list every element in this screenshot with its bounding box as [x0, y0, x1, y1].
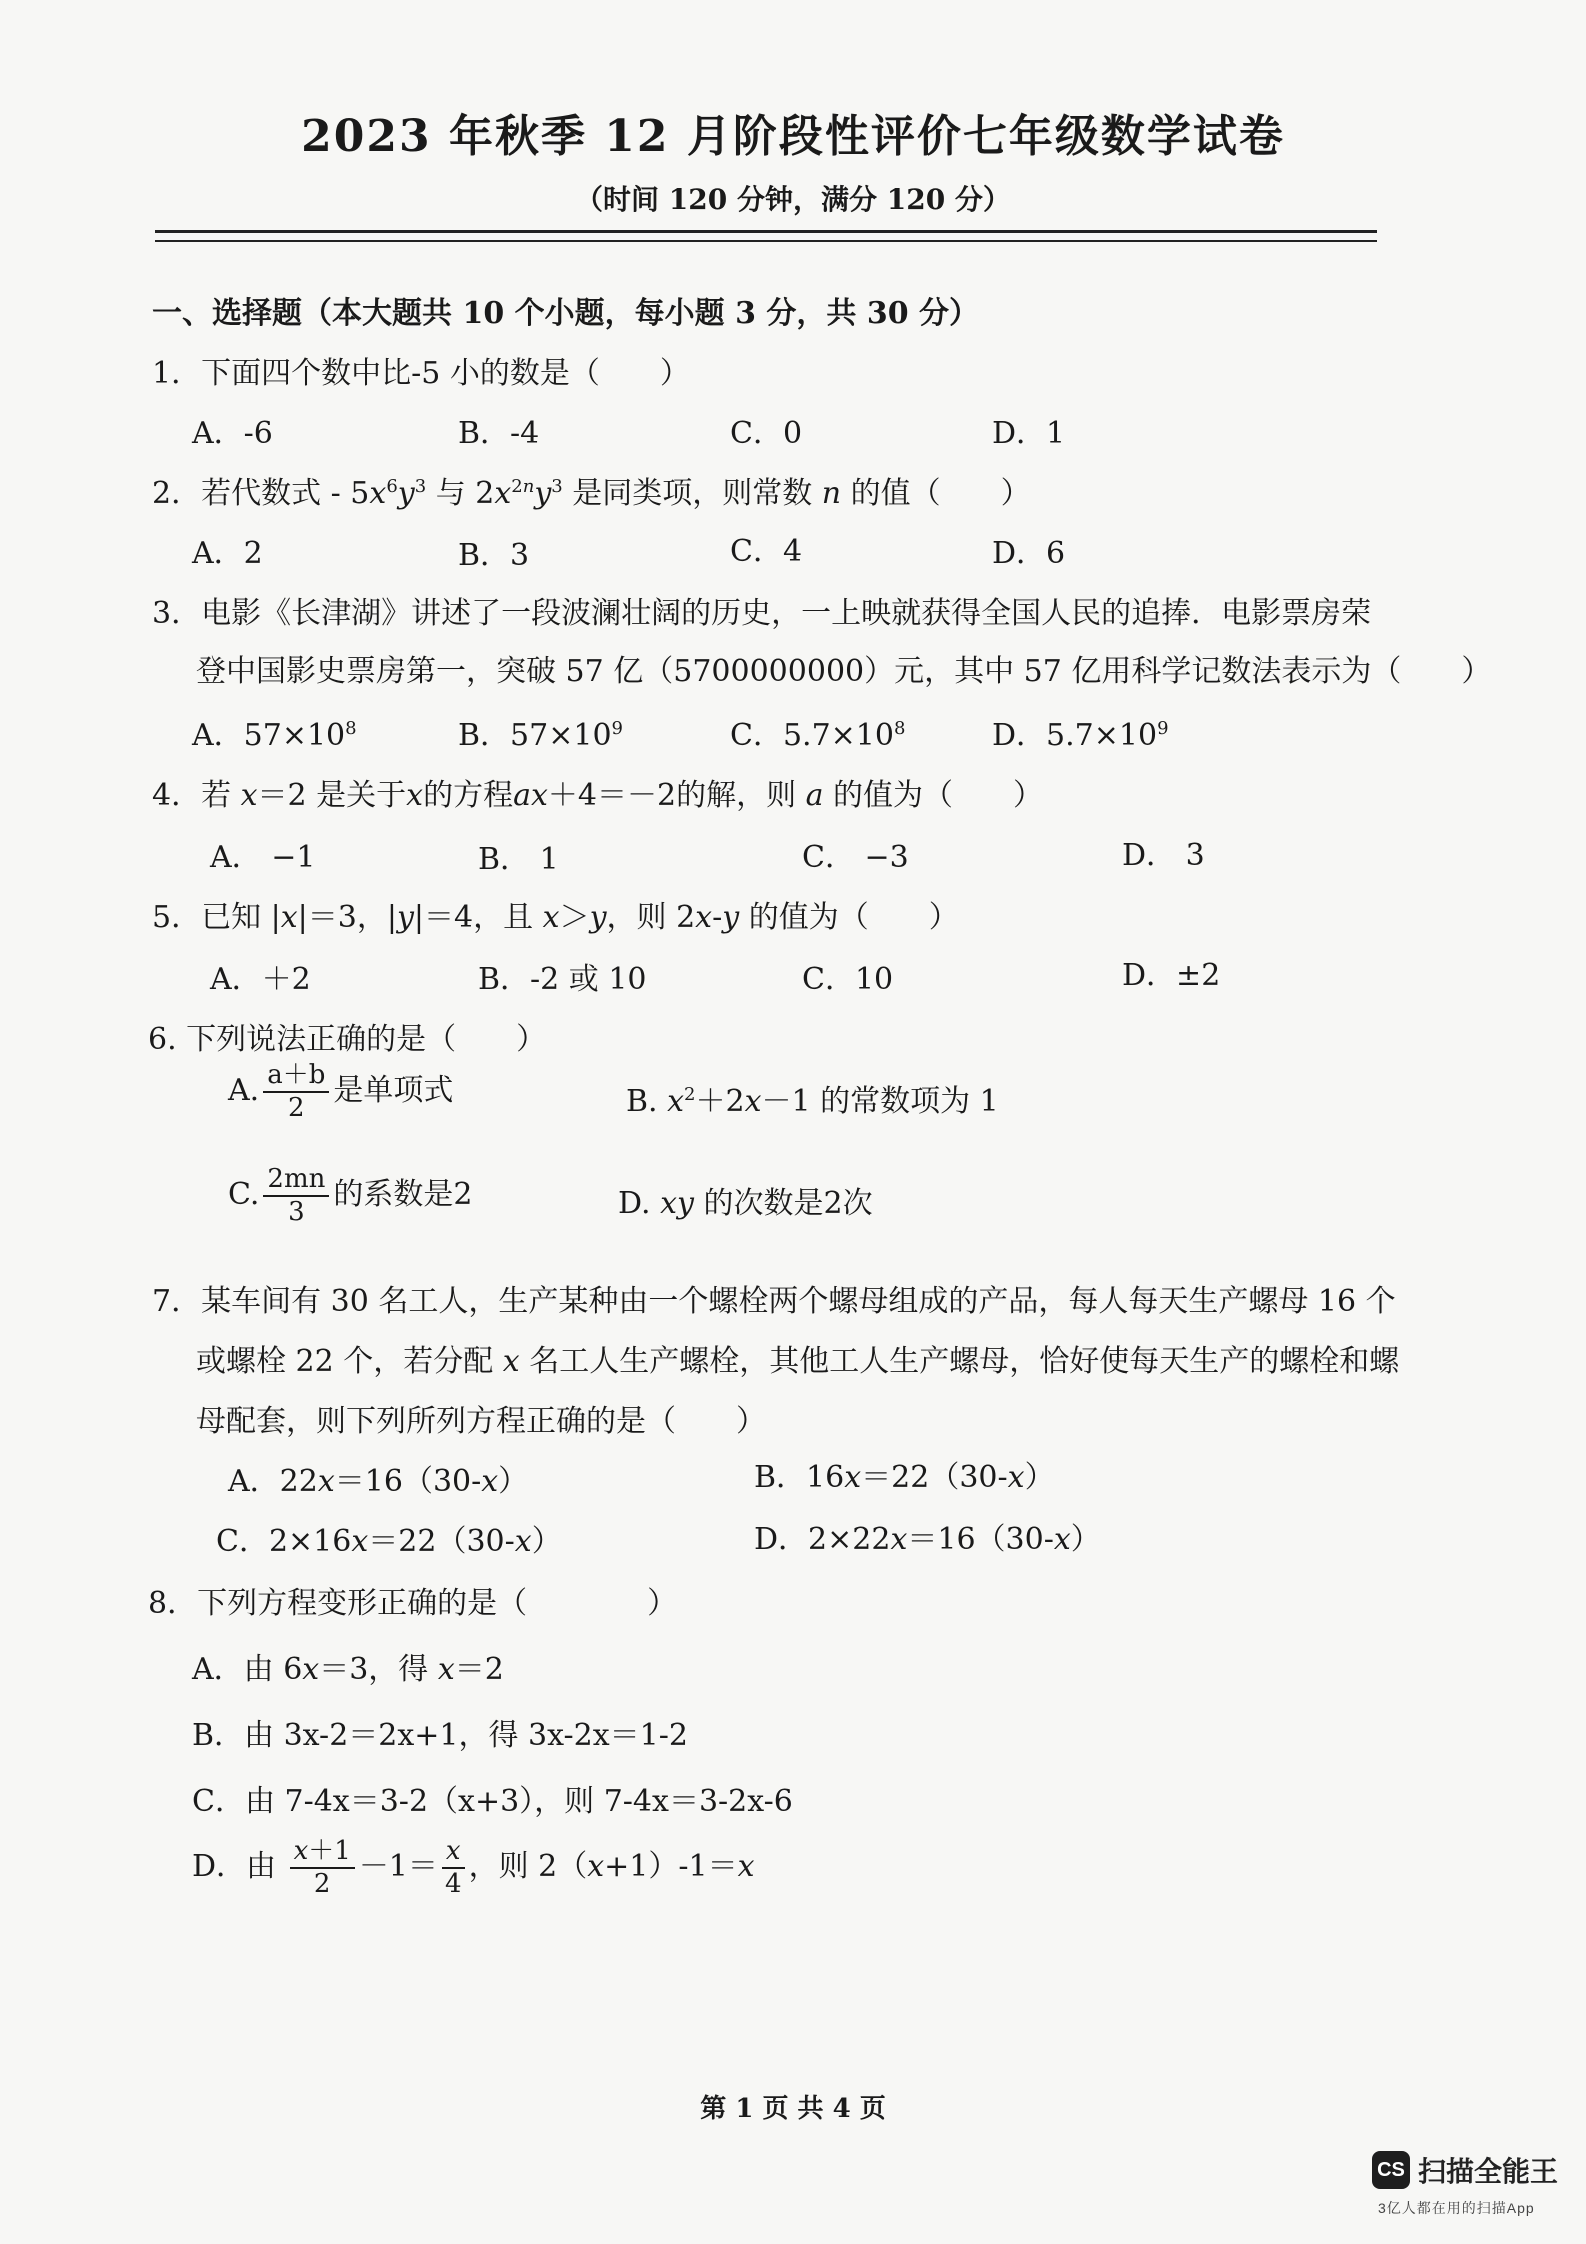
question-6-option-b: B. $x^2+2x-1$ 的常数项为 1	[626, 1084, 999, 1119]
fraction: $\frac{2mn}{3}$	[263, 1164, 329, 1228]
question-5-stem: 5．已知 |x|＝3，|y|＝4，且 x＞y，则 2x-y 的值为（ ）	[152, 900, 959, 935]
question-4-option-b: B． 1	[478, 842, 559, 877]
question-4-option-a: A． −1	[210, 840, 316, 875]
question-1-option-c: C．0	[730, 416, 803, 451]
question-1-option-b: B．-4	[458, 416, 540, 451]
fraction: $\frac{x+1}{2}$	[290, 1836, 355, 1900]
question-8-option-a: A．由 6x＝3，得 x＝2	[192, 1652, 504, 1687]
camscanner-logo-icon: CS	[1372, 2151, 1410, 2189]
scanner-tagline: 3亿人都在用的扫描App	[1378, 2200, 1535, 2216]
question-1-option-d: D．1	[992, 416, 1066, 451]
question-2-option-d: D．6	[992, 536, 1066, 571]
question-6-option-d: D. xy 的次数是2次	[618, 1186, 873, 1221]
page-number: 第 1 页 共 4 页	[700, 2094, 886, 2124]
question-7-option-d: D．2×22x＝16（30-x）	[754, 1522, 1101, 1557]
fraction: $\frac{a+b}{2}$	[263, 1060, 329, 1124]
question-4-option-c: C． −3	[802, 840, 909, 875]
header-rule-bottom	[155, 240, 1377, 242]
question-6-option-c: C. $\frac{2mn}{3}$ 的系数是2	[228, 1164, 473, 1228]
question-5-option-a: A．＋2	[210, 962, 311, 997]
question-6-stem: 6. 下列说法正确的是（ ）	[148, 1022, 547, 1057]
exam-subtitle: （时间 120 分钟，满分 120 分）	[575, 183, 1011, 216]
question-3-option-d: D．$5.7\times 10^9$	[992, 718, 1169, 753]
question-2-option-a: A．2	[192, 536, 263, 571]
question-1-stem: 1．下面四个数中比-5 小的数是（ ）	[152, 356, 690, 391]
scanner-app-name: 扫描全能王	[1418, 2156, 1559, 2187]
question-4-option-d: D． 3	[1122, 838, 1205, 873]
question-2-option-c: C．4	[730, 534, 803, 569]
question-3-line-2: 登中国影史票房第一，突破 57 亿（5700000000）元，其中 57 亿用科学记数法表示为（ ）	[196, 654, 1492, 689]
question-6-option-a: A. $\frac{a+b}{2}$ 是单项式	[228, 1060, 454, 1124]
question-5-option-b: B．-2 或 10	[478, 962, 647, 997]
question-1-option-a: A．-6	[192, 416, 273, 451]
section-heading: 一、选择题（本大题共 10 个小题，每小题 3 分，共 30 分）	[152, 296, 980, 331]
question-3-line-1: 3．电影《长津湖》讲述了一段波澜壮阔的历史，一上映就获得全国人民的追捧．电影票房荣	[152, 596, 1372, 631]
exam-title: 2023 年秋季 12 月阶段性评价七年级数学试卷	[301, 111, 1285, 162]
question-5-option-c: C．10	[802, 962, 894, 997]
question-4-stem: 4．若 x＝2 是关于x的方程ax＋4＝－2的解，则 a 的值为（ ）	[152, 778, 1044, 813]
question-8-option-c: C．由 7-4x＝3-2（x+3），则 7-4x＝3-2x-6	[192, 1784, 793, 1819]
question-7-option-b: B．16x＝22（30-x）	[754, 1460, 1055, 1495]
question-8-option-d: D．由 $\frac{x+1}{2}$ －1＝ $\frac{x}{4}$ ，则 2（x+1）-1＝x	[192, 1836, 755, 1900]
question-8-stem: 8．下列方程变形正确的是（ ）	[148, 1586, 678, 1621]
fraction: $\frac{x}{4}$	[442, 1836, 465, 1900]
question-7-line-1: 7．某车间有 30 名工人，生产某种由一个螺栓两个螺母组成的产品，每人每天生产螺母 16 个	[152, 1284, 1396, 1319]
question-7-option-c: C．2×16x＝22（30-x）	[216, 1524, 562, 1559]
question-3-option-c: C．$5.7\times 10^8$	[730, 718, 906, 753]
question-5-option-d: D．±2	[1122, 958, 1221, 993]
question-7-line-2: 或螺栓 22 个，若分配 x 名工人生产螺栓，其他工人生产螺母，恰好使每天生产的螺栓和螺	[196, 1344, 1400, 1379]
question-2-option-b: B．3	[458, 538, 530, 573]
header-rule-top	[155, 230, 1377, 233]
question-2-stem: 2．若代数式 - $5x^6y^3$ 与 $2x^{2n}y^3$ 是同类项，则常数 n 的值（ ）	[152, 476, 1031, 511]
question-7-line-3: 母配套，则下列所列方程正确的是（ ）	[196, 1404, 766, 1439]
scanner-watermark	[1372, 2150, 1558, 2190]
question-7-option-a: A．22x＝16（30-x）	[228, 1464, 529, 1499]
question-3-option-a: A．$57\times 10^8$	[192, 718, 357, 753]
question-8-option-b: B．由 3x-2＝2x+1，得 3x-2x＝1-2	[192, 1718, 688, 1753]
question-3-option-b: B．$57\times 10^9$	[458, 718, 623, 753]
